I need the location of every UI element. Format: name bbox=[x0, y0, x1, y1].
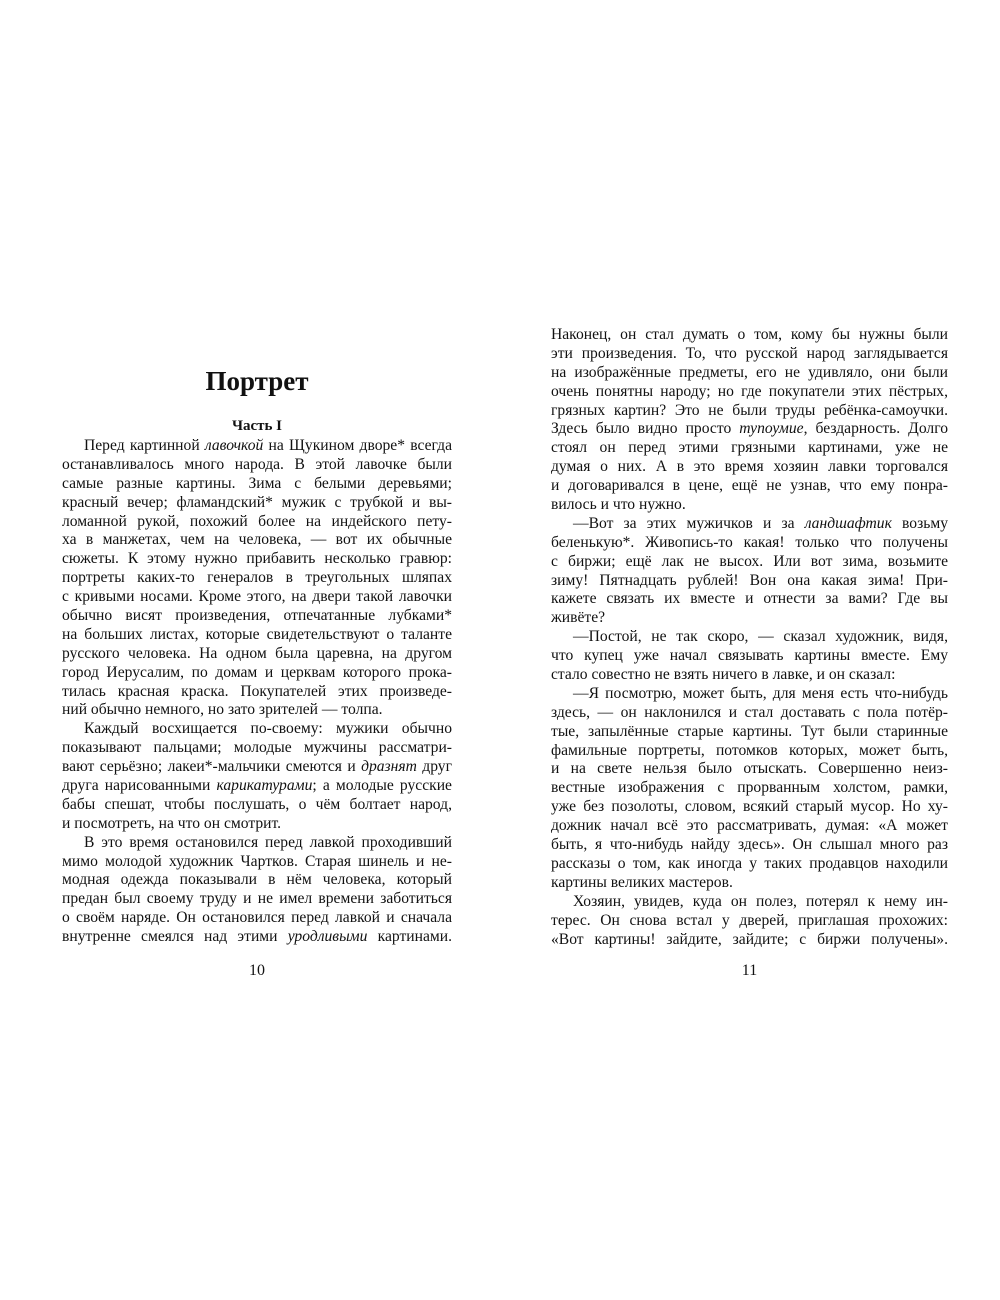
text-line bbox=[551, 590, 948, 609]
text-segment: зиму! Пятнадцать рублей! Вон она какая зима! При- bbox=[551, 571, 948, 589]
text-line bbox=[551, 345, 948, 364]
text-segment: ха в манжетах, чем на человека, — вот их обычные bbox=[62, 531, 452, 549]
text-segment: что купец уже начал связывать картины вместе. Ему bbox=[551, 647, 948, 665]
text-segment: предан был своему труду и не имел времени заботиться bbox=[62, 890, 452, 908]
italic-word: уродливыми bbox=[287, 928, 368, 946]
text-line bbox=[62, 853, 452, 872]
text-segment: и договаривался в цене, ещё не узнав, что ему понра- bbox=[551, 477, 948, 495]
text-segment: беленькую*. Живопись-то какая! только что получены bbox=[551, 533, 948, 551]
text-segment: красный вечер; фламандский* мужик с трубкой и вы- bbox=[62, 493, 452, 511]
chapter-title: Портрет bbox=[205, 366, 309, 396]
text-line bbox=[551, 855, 948, 874]
text-line bbox=[62, 494, 452, 513]
text-line bbox=[62, 777, 452, 796]
page-number-right: 11 bbox=[741, 962, 758, 979]
text-segment: мимо молодой художник Чартков. Старая шинель и не- bbox=[62, 852, 452, 870]
text-line bbox=[62, 531, 452, 550]
text-line bbox=[62, 645, 452, 664]
text-segment: эти произведения. То, что русской народ заглядывается bbox=[551, 344, 948, 362]
text-line bbox=[551, 779, 948, 798]
text-line bbox=[62, 909, 452, 928]
text-segment: город Иерусалим, по домам и церквам которого прока- bbox=[62, 663, 452, 681]
text-segment: очень понятны народу; но где покупатели этих пёстрых, bbox=[551, 382, 948, 400]
text-line bbox=[551, 515, 948, 534]
text-segment: ломанной рукой, похожий более на индейского пету- bbox=[62, 512, 452, 530]
text-segment: бабы спешат, чтобы послушать, о чём болтает народ, bbox=[62, 795, 452, 813]
text-segment: Хозяин, увидев, куда он полез, потерял к нему ин- bbox=[573, 892, 948, 910]
text-line bbox=[62, 796, 452, 815]
text-line bbox=[551, 685, 948, 704]
text-segment: и на свете нельзя было отыскать. Совершенно неиз- bbox=[551, 760, 948, 778]
text-line bbox=[551, 704, 948, 723]
text-line bbox=[62, 456, 452, 475]
italic-word: дразнят bbox=[361, 758, 417, 776]
text-segment: терес. Он снова встал у дверей, приглашая прохожих: bbox=[551, 911, 948, 929]
text-segment: и посмотреть, на что он смотрит. bbox=[62, 814, 282, 832]
text-line bbox=[62, 871, 452, 890]
text-segment: фамильные портреты, потомков которых, может быть, bbox=[551, 741, 948, 759]
text-segment: останавливалось много народа. В этой лавочке были bbox=[62, 455, 452, 473]
text-line bbox=[62, 437, 452, 456]
text-segment: тилась красная краска. Покупателей этих произведе- bbox=[62, 682, 452, 700]
text-segment: грязных картин? Это не были труды ребёнка-самоучки. bbox=[551, 401, 948, 419]
text-line bbox=[62, 928, 452, 947]
text-line bbox=[551, 817, 948, 836]
text-line bbox=[551, 723, 948, 742]
text-line bbox=[551, 326, 948, 345]
text-line bbox=[62, 626, 452, 645]
text-line bbox=[551, 534, 948, 553]
text-segment: , бездарность. Долго bbox=[803, 420, 948, 438]
text-segment: обычно висят произведения, отпечатанные лубками* bbox=[62, 607, 452, 625]
text-segment: —Я посмотрю, может быть, для меня есть что-нибудь bbox=[573, 684, 948, 702]
text-line bbox=[551, 496, 948, 515]
left-page-text bbox=[62, 437, 452, 947]
text-line bbox=[62, 701, 452, 720]
text-segment: самые разные картины. Зима с белыми деревьями; bbox=[62, 474, 452, 492]
italic-word: тупоумие bbox=[739, 420, 804, 438]
text-line bbox=[551, 553, 948, 572]
page-number-left: 10 bbox=[249, 962, 265, 979]
text-line bbox=[551, 420, 948, 439]
text-line bbox=[551, 439, 948, 458]
text-line bbox=[551, 609, 948, 628]
text-segment: возьму bbox=[891, 514, 949, 532]
text-line bbox=[62, 569, 452, 588]
text-line bbox=[62, 664, 452, 683]
text-segment: стоял он перед этими грязными картинами, уже не bbox=[551, 439, 948, 457]
text-segment: на Щукином дворе* всегда bbox=[263, 437, 452, 454]
text-line bbox=[551, 742, 948, 761]
text-segment: внутренне смеялся над этими bbox=[62, 928, 288, 946]
text-line bbox=[551, 893, 948, 912]
text-segment: вают серьёзно; лакеи*-мальчики смеются и bbox=[62, 758, 362, 776]
text-segment: здесь, — он наклонился и стал доставать с пола потёр- bbox=[551, 703, 948, 721]
text-segment: русского человека. На одном была царевна, на другом bbox=[62, 644, 452, 662]
text-segment: Каждый восхищается по-своему: мужики обычно bbox=[84, 720, 452, 738]
text-line bbox=[551, 402, 948, 421]
text-line bbox=[551, 383, 948, 402]
text-line bbox=[62, 607, 452, 626]
text-line bbox=[551, 458, 948, 477]
text-segment: Наконец, он стал думать о том, кому бы нужны были bbox=[551, 326, 948, 343]
text-line bbox=[551, 477, 948, 496]
text-line bbox=[551, 760, 948, 779]
text-line bbox=[551, 364, 948, 383]
text-segment: с кривыми носами. Кроме этого, на двери такой лавочки bbox=[62, 588, 452, 606]
text-line bbox=[62, 683, 452, 702]
text-line bbox=[62, 475, 452, 494]
text-line bbox=[551, 628, 948, 647]
text-line bbox=[551, 572, 948, 591]
part-heading: Часть I bbox=[231, 418, 283, 434]
text-segment: о своём наряде. Он остановился перед лавкой и сначала bbox=[62, 909, 452, 927]
right-page-text bbox=[551, 326, 948, 949]
text-segment: с биржи; ещё лак не высох. Или вот зима, возьмите bbox=[551, 552, 948, 570]
text-segment: —Постой, не так скоро, — сказал художник, видя, bbox=[573, 628, 948, 646]
italic-word: ландшафтик bbox=[804, 514, 892, 532]
text-segment: картинами. bbox=[367, 928, 452, 946]
text-segment: модная одежда показывали в нём человека, который bbox=[62, 871, 452, 889]
text-segment: друга нарисованными bbox=[62, 777, 217, 795]
text-segment: —Вот за этих мужичков и за bbox=[573, 514, 805, 532]
text-segment: вилось и что нужно. bbox=[551, 496, 686, 514]
text-segment: кажете связать их вместе и отнести за вами? Где вы bbox=[551, 590, 948, 608]
text-line bbox=[62, 588, 452, 607]
text-line bbox=[551, 666, 948, 685]
italic-word: лавочкой bbox=[204, 437, 264, 454]
text-segment: на больших листах, которые свидетельствуют о таланте bbox=[62, 625, 452, 643]
text-segment: уже без позолоты, словом, всякий старый мусор. Но ху- bbox=[551, 798, 948, 816]
text-segment: дожник начал всё это рассматривать, думая: «А может bbox=[551, 817, 948, 835]
text-segment: рассказы о том, как иногда у таких продавцов находили bbox=[551, 854, 948, 872]
text-segment: стало совестно не взять ничего в лавке, и он сказал: bbox=[551, 666, 896, 684]
text-line bbox=[551, 647, 948, 666]
text-line bbox=[62, 513, 452, 532]
text-line bbox=[62, 890, 452, 909]
text-segment: вестные изображения с прорванным холстом, рамки, bbox=[551, 779, 948, 797]
text-segment: картины великих мастеров. bbox=[551, 873, 733, 891]
text-line bbox=[551, 931, 948, 950]
text-segment: показывают пальцами; молодые мужчины рассматри- bbox=[62, 739, 452, 757]
text-segment: тые, запылённые старые картины. Тут были старинные bbox=[551, 722, 948, 740]
text-line bbox=[62, 834, 452, 853]
text-segment: думая о них. А в это время хозяин лавки торговался bbox=[551, 458, 948, 476]
text-segment: ; а молодые русские bbox=[312, 777, 452, 795]
text-segment: на изображённые предметы, его не удивляло, они были bbox=[551, 363, 948, 381]
text-line bbox=[62, 550, 452, 569]
text-line bbox=[551, 798, 948, 817]
text-segment: В это время остановился перед лавкой проходивший bbox=[84, 833, 452, 851]
text-segment: ний обычно немного, но зато зрителей — толпа. bbox=[62, 701, 383, 719]
text-line bbox=[551, 912, 948, 931]
text-line bbox=[62, 758, 452, 777]
text-segment: живёте? bbox=[551, 609, 606, 627]
text-line bbox=[62, 739, 452, 758]
text-segment: «Вот картины! зайдите, зайдите; с биржи получены». bbox=[551, 930, 948, 948]
text-line bbox=[551, 874, 948, 893]
text-line bbox=[62, 720, 452, 739]
text-line bbox=[551, 836, 948, 855]
text-segment: быть, я что-нибудь найду здесь». Он слышал много раз bbox=[551, 836, 948, 854]
text-segment: Здесь было видно просто bbox=[551, 420, 740, 438]
text-line bbox=[62, 815, 452, 834]
italic-word: карикатурами bbox=[216, 777, 313, 795]
text-segment: друг bbox=[416, 758, 452, 776]
text-segment: Перед картинной bbox=[84, 437, 205, 454]
text-segment: портреты каких-то генералов в треугольных шляпах bbox=[62, 569, 452, 587]
text-segment: сюжеты. К этому нужно прибавить несколько гравюр: bbox=[62, 550, 452, 568]
